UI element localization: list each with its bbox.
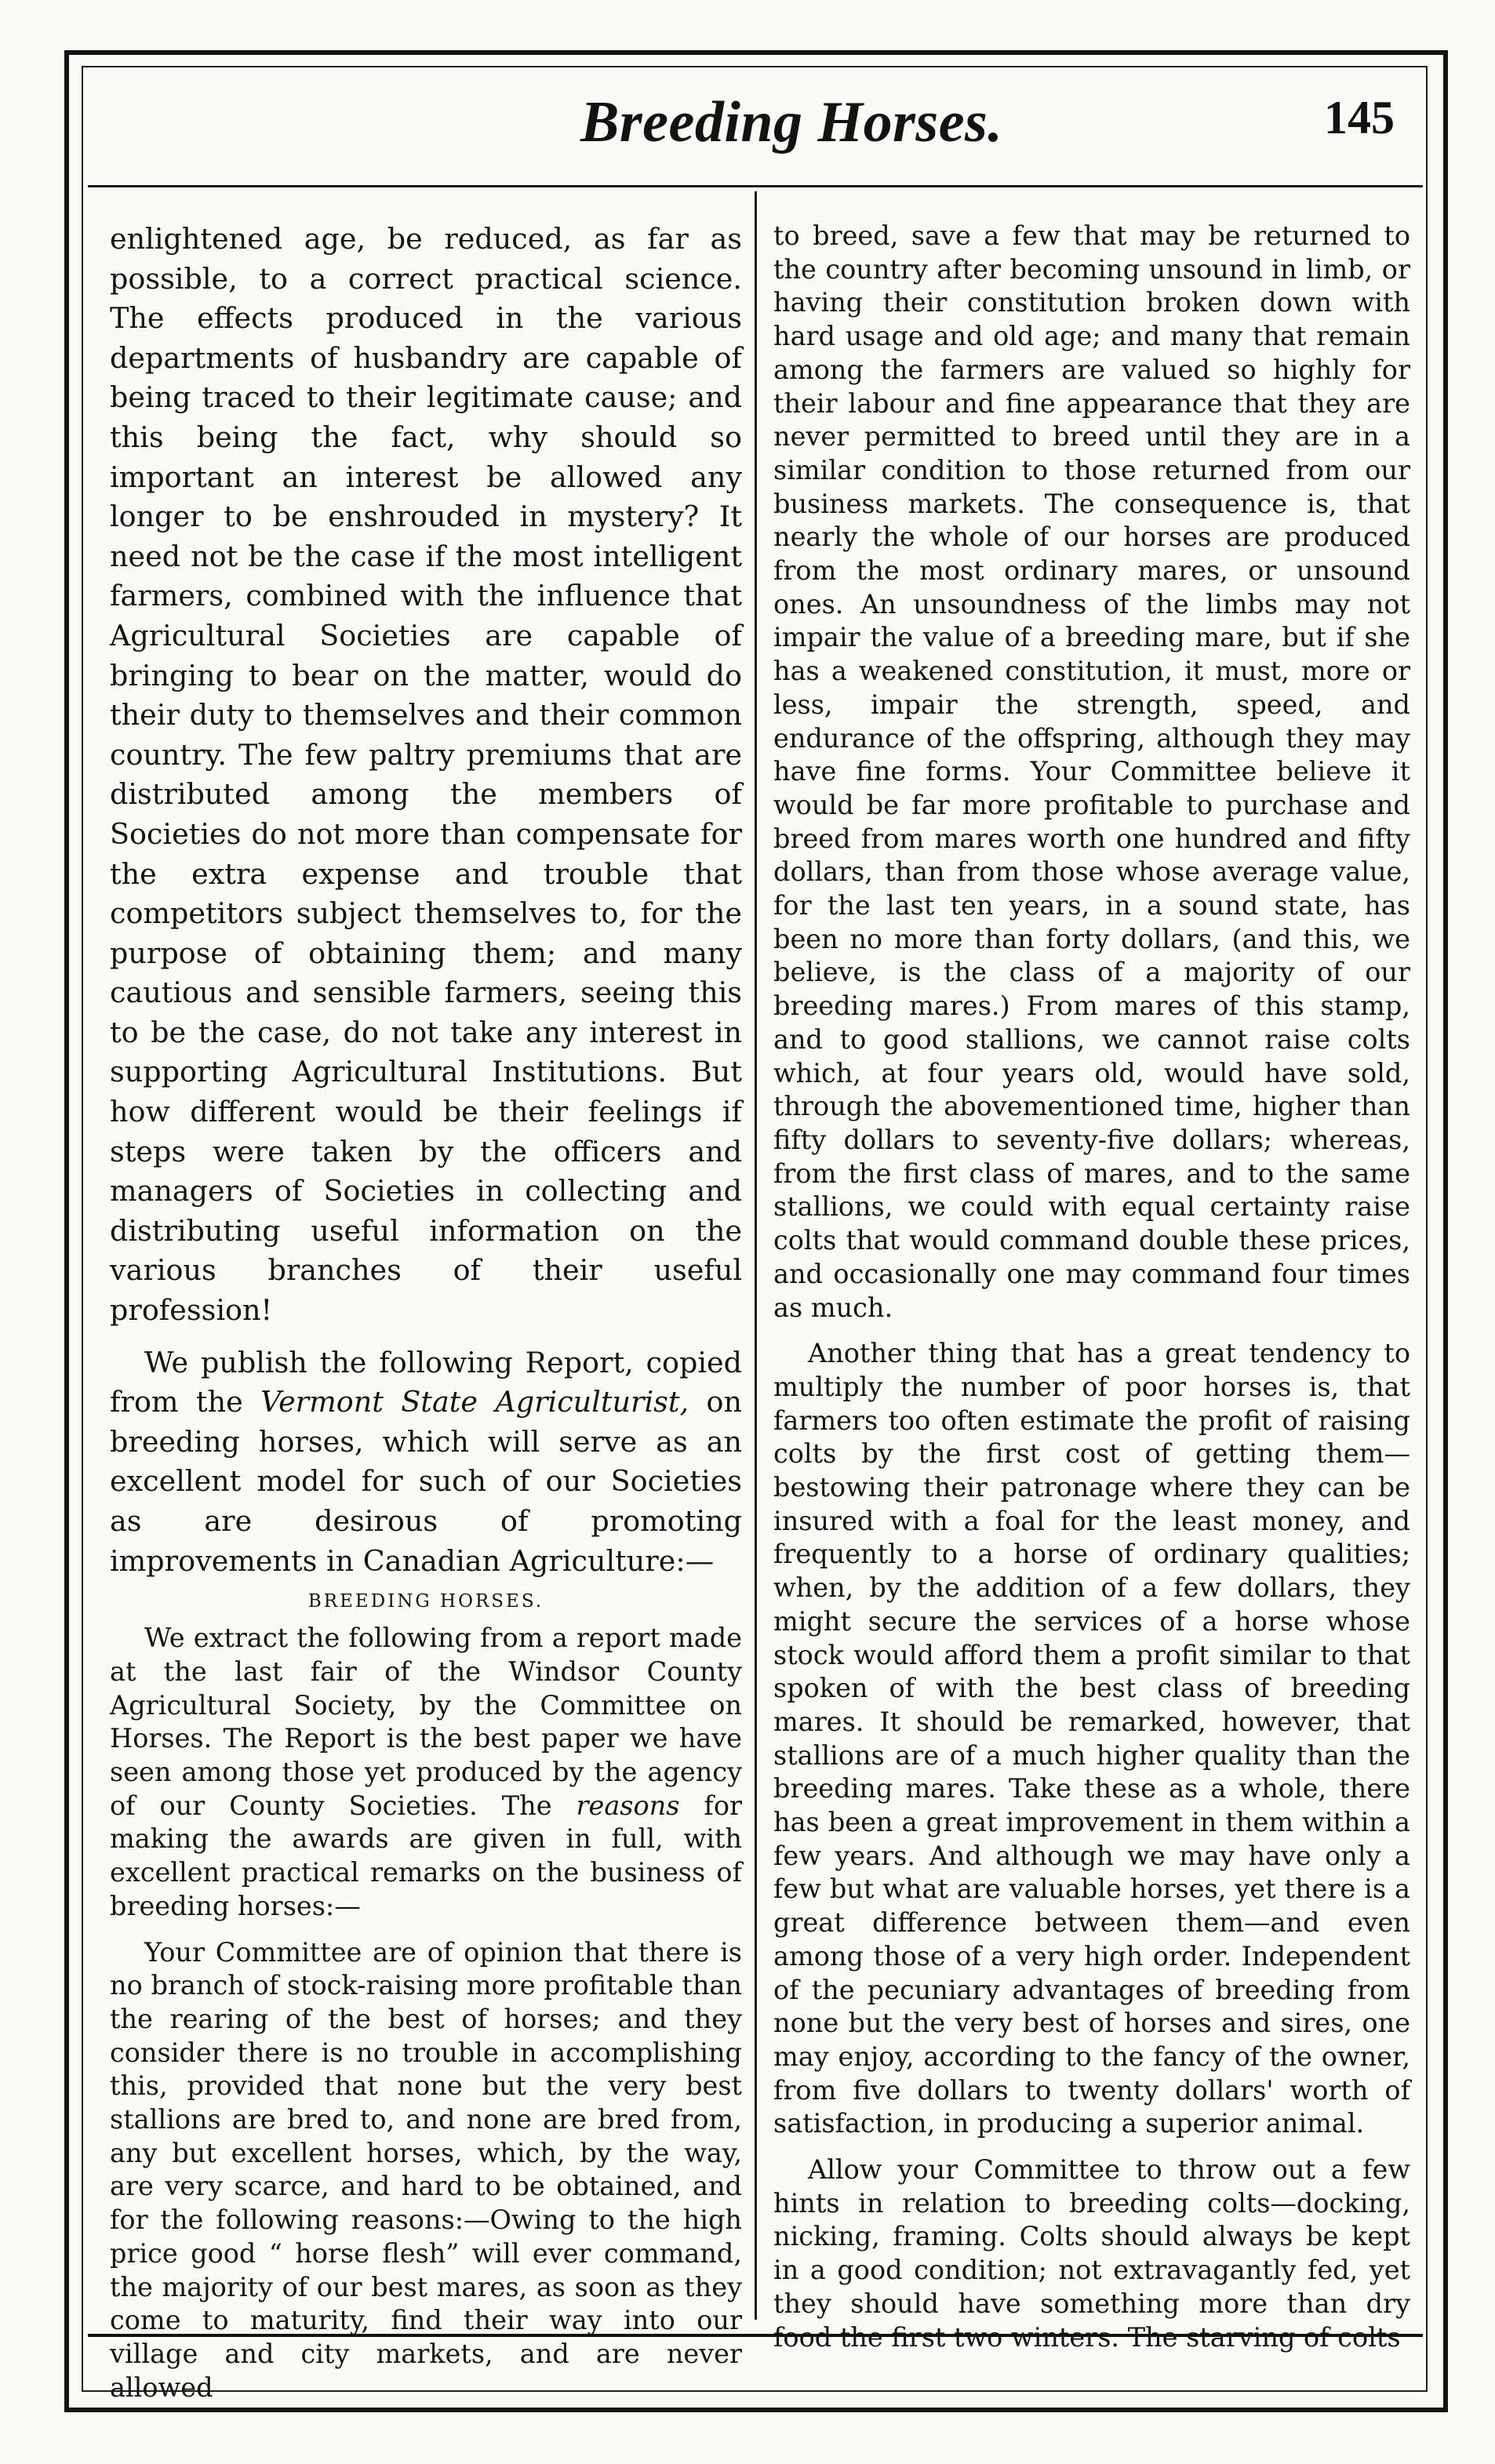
left-paragraph-1: enlightened age, be reduced, as far as possible, to a correct practical science. The effects produced in the various departments of husbandry are capable of being traced to their legitimate cause; and this being the fact, why should so important an interest be allowed any longer to be enshrouded in mystery? It need not be the case if the most intelligent farmers, combined with the influence that Agricultural Societies are capable of bringing to bear on the matter, would do their duty to themselves and their common country. The few paltry premiums that are distributed among the members of Societies do not more than compensate for the extra expense and trouble that competitors subject themselves to, for the purpose of obtaining them; and many cautious and sensible farmers, seeing this to be the case, do not take any interest in supporting Agricultural Institutions. But how different would be their feelings if steps were taken by the officers and managers of Societies in collecting and distributing useful information on the various branches of their useful profession! xyxy=(110,222,742,1328)
left-column xyxy=(110,220,742,2404)
left-paragraph-4: Your Committee are of opinion that there is no branch of stock-raising more profitable than the rearing of the best of horses; and they consider there is no trouble in accomplishing this, provided that none but the very best stallions are bred to, and none are bred from, any but excellent horses, which, by the way, are very scarce, and hard to be obtained, and for the following reasons:—Owing to the high price good “ horse flesh” will ever command, the majority of our best mares, as soon as they come to maturity, find their way into our village and city markets, and are never allowed xyxy=(110,1936,742,2403)
right-paragraph-2: Another thing that has a great tendency to multiply the number of poor horses is, that farmers too often estimate the profit of raising colts by the first cost of getting them—bestowing their patronage where they can be insured with a foal for the least money, and frequently to a horse of ordinary qualities; when, by the addition of a few dollars, they might secure the services of a horse whose stock would afford them a profit similar to that spoken of with the best class of breeding mares. It should be remarked, however, that stallions are of a much higher quality than the breeding mares. Take these as a whole, there has been a great improvement in them within a few years. And although we may have only a few but what are valuable horses, yet there is a great difference between them—and even among those of a very high order. Independent of the pecuniary advantages of breeding from none but the very best of horses and sires, one may enjoy, according to the fancy of the owner, from five dollars to twenty dollars' worth of satisfaction, in producing a superior animal. xyxy=(773,1338,1410,2139)
right-paragraph-3: Allow your Committee to throw out a few hints in relation to breeding colts—docking, nicking, framing. Colts should always be kept in a good condition; not extravagantly fed, yet they should have something more than dry food the first two winters. The starving of colts xyxy=(773,2154,1410,2353)
right-column xyxy=(773,220,1410,2354)
left-paragraph-3-end: for making the awards are given in full, with excellent practical remarks on the business of breeding horses:— xyxy=(110,1790,742,1921)
bottom-rule xyxy=(88,2334,1423,2337)
column-divider xyxy=(755,191,757,2320)
reasons-word: reasons xyxy=(576,1790,680,1821)
left-paragraph-2-start: We publish the following Report, copied from the xyxy=(110,1345,742,1419)
section-heading: BREEDING HORSES. xyxy=(307,1591,544,1612)
running-title: Breeding Horses. xyxy=(580,90,1003,154)
page-number: 145 xyxy=(1324,92,1395,144)
left-paragraph-3-start: We extract the following from a report made at the last fair of the Windsor County Agricultural Society, by the Committee on Horses. The Report is the best paper we have seen among those yet produced by the agency of our County Societies. The xyxy=(110,1623,742,1821)
left-paragraph-3 xyxy=(110,1622,742,1923)
source-title: Vermont State Agriculturist, xyxy=(260,1385,689,1419)
left-paragraph-2 xyxy=(110,1343,742,1582)
running-header xyxy=(86,82,1420,174)
right-paragraph-1: to breed, save a few that may be returned to the country after becoming unsound in limb, or having their constitution broken down with hard usage and old age; and many that remain among the farmers are valued so highly for their labour and fine appearance that they are never permitted to breed until they are in a similar condition to those returned from our business markets. The consequence is, that nearly the whole of our horses are produced from the most ordinary mares, or unsound ones. An unsoundness of the limbs may not impair the value of a breeding mare, but if she has a weakened constitution, it must, more or less, impair the strength, speed, and endurance of the offspring, although they may have fine forms. Your Committee believe it would be far more profitable to purchase and breed from mares worth one hundred and fifty dollars, than from those whose average value, for the last ten years, in a sound state, has been no more than forty dollars, (and this, we believe, is the class of a majority of our breeding mares.) From mares of this stamp, and to good stallions, we cannot raise colts which, at four years old, would have sold, through the abovementioned time, higher than fifty dollars to seventy-five dollars; whereas, from the first class of mares, and to the same stallions, we could with equal certainty raise colts that would command double these prices, and occasionally one may command four times as much. xyxy=(773,220,1410,1323)
left-paragraph-2-end: on breeding horses, which will serve as an excellent model for such of our Societies as are desirous of promoting improvements in Canadian Agriculture:— xyxy=(110,1385,742,1578)
header-rule xyxy=(88,185,1423,187)
